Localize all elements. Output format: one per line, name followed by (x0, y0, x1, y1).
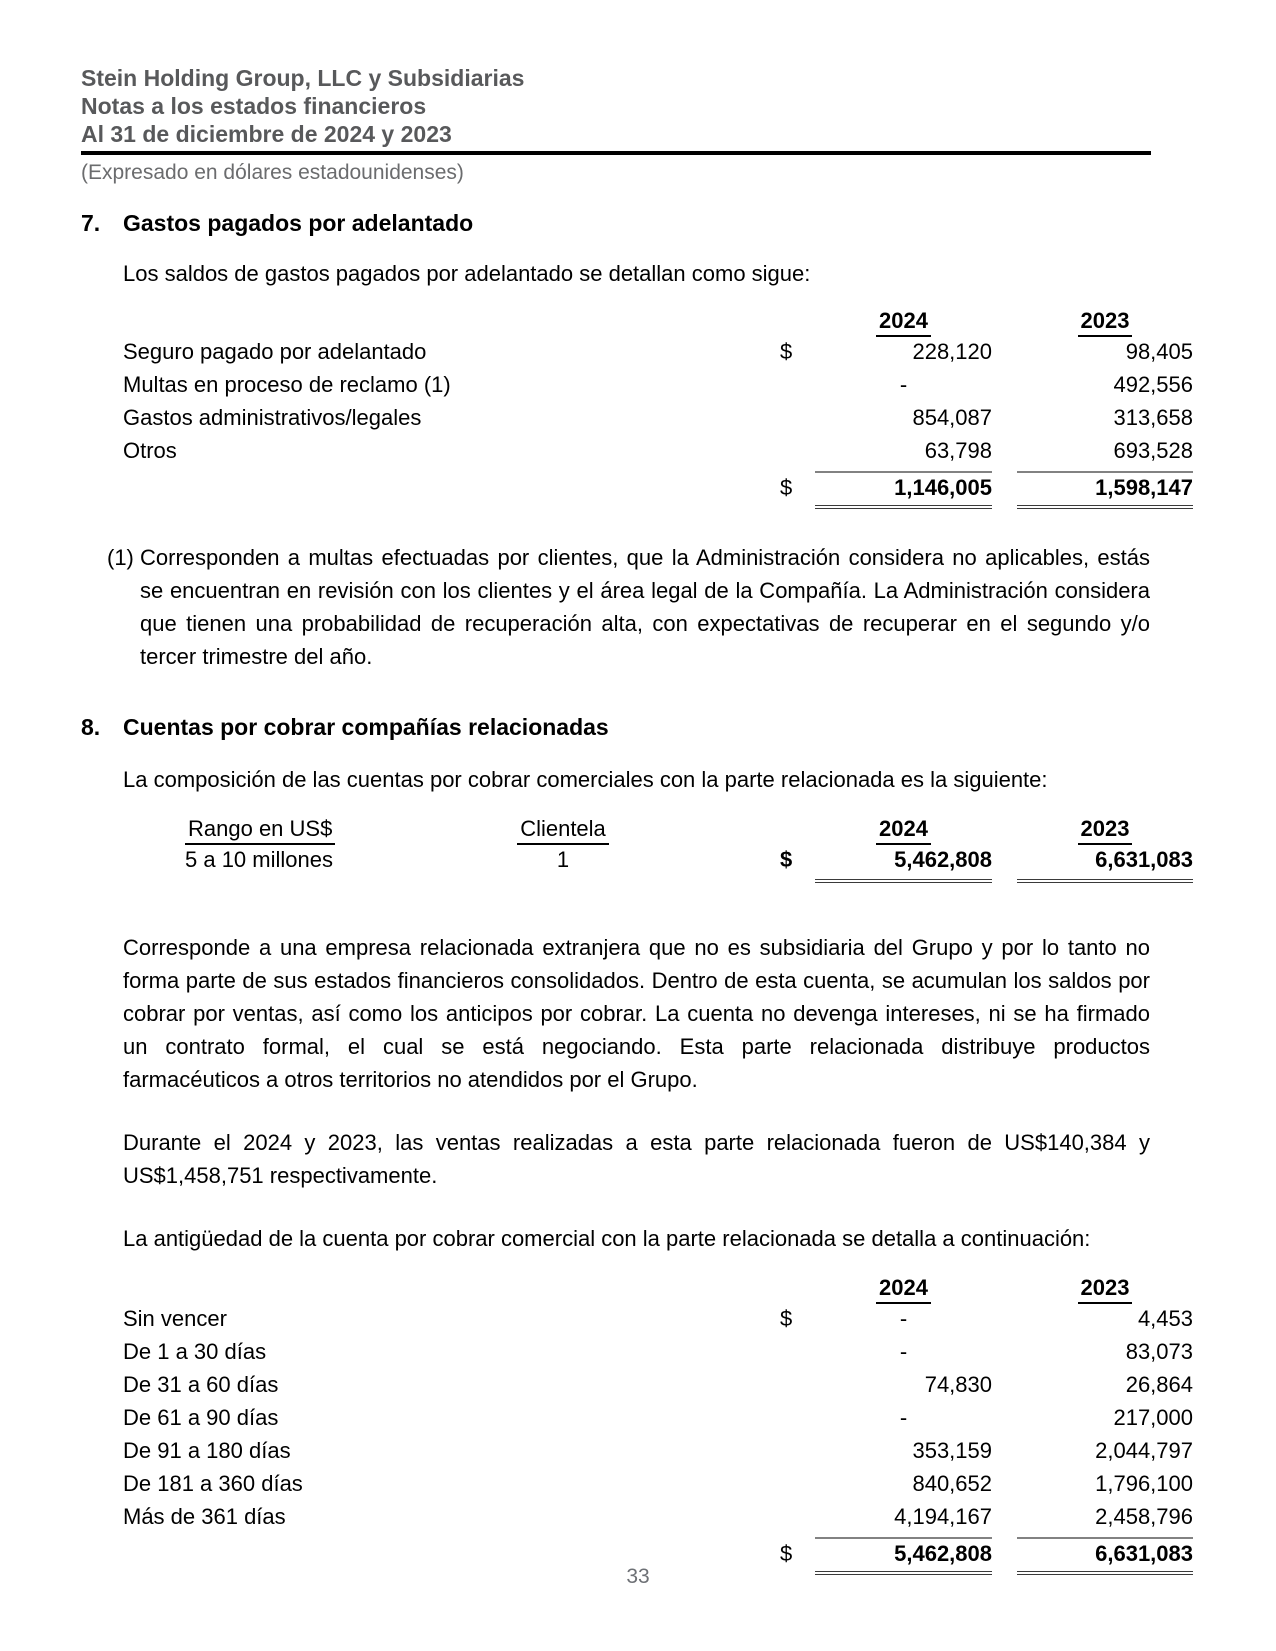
related-party-range-table (123, 816, 1193, 889)
table-row (123, 339, 1193, 372)
year-header-2023: 2023 (1078, 308, 1133, 337)
report-title: Notas a los estados financieros (81, 93, 427, 119)
clientele-header: Clientela (517, 816, 609, 845)
section-7-intro: Los saldos de gastos pagados por adelantado se detallan como sigue: (123, 261, 811, 286)
row-label: Seguro pagado por adelantado (123, 339, 427, 364)
value-2024: 74,830 (924, 1372, 992, 1397)
report-date-line: Al 31 de diciembre de 2024 y 2023 (81, 121, 452, 147)
value-2024: 63,798 (815, 438, 992, 473)
aging-table (123, 1275, 1193, 1581)
currency-note: (Expresado en dólares estadounidenses) (81, 161, 464, 184)
prepaid-expenses-table (123, 308, 1193, 515)
value-2024: - (899, 372, 908, 397)
value-2023: 83,073 (1125, 1339, 1193, 1364)
row-label: Gastos administrativos/legales (123, 405, 422, 430)
table-row (123, 1339, 1193, 1372)
table-row (123, 1471, 1193, 1504)
table-total-row (123, 471, 1193, 515)
dollar-sign: $ (780, 475, 793, 500)
year-header-2024: 2024 (876, 1275, 931, 1304)
total-2024: 5,462,808 (815, 1537, 992, 1575)
clientele-value: 1 (556, 847, 570, 872)
row-label: De 181 a 360 días (123, 1471, 303, 1496)
row-label: Sin vencer (123, 1306, 227, 1331)
value-2024: 4,194,167 (815, 1504, 992, 1539)
aging-intro: La antigüedad de la cuenta por cobrar comercial con la parte relacionada se detalla a continuación: (123, 1226, 1091, 1251)
table-header-row (123, 816, 1193, 847)
footnote-text: Corresponden a multas efectuadas por clientes, que la Administración considera no aplicables, estás se encuentran en revisión con los clientes y el área legal de la Compañía. La Administración considera que tienen una probabilidad de recuperación alta, con expectativas de recuperar en el segundo y/o tercer trimestre del año. (140, 545, 1150, 669)
value-2023: 2,458,796 (1017, 1504, 1193, 1539)
row-label: De 91 a 180 días (123, 1438, 291, 1463)
value-2024: 5,462,808 (815, 847, 992, 883)
header-rule (81, 151, 1151, 155)
table-row (123, 1438, 1193, 1471)
year-header-2023: 2023 (1078, 816, 1133, 845)
section-8-title: Cuentas por cobrar compañías relacionadas (123, 714, 609, 740)
footnote-marker: (1) (107, 545, 134, 570)
dollar-sign: $ (780, 1541, 793, 1566)
dollar-sign: $ (780, 847, 793, 872)
table-header-row (123, 1275, 1193, 1306)
total-2023: 6,631,083 (1017, 1537, 1193, 1575)
row-label: Multas en proceso de reclamo (1) (123, 372, 451, 397)
value-2023: 492,556 (1113, 372, 1193, 397)
value-2024: 854,087 (912, 405, 992, 430)
year-header-2023: 2023 (1078, 1275, 1133, 1304)
total-2024: 1,146,005 (815, 471, 992, 509)
row-label: Más de 361 días (123, 1504, 286, 1529)
dollar-sign: $ (780, 339, 793, 364)
year-header-2024: 2024 (876, 816, 931, 845)
section-8-intro: La composición de las cuentas por cobrar comerciales con la parte relacionada es la siguiente: (123, 767, 1048, 792)
value-2023: 26,864 (1125, 1372, 1193, 1397)
range-table-row (123, 847, 1193, 889)
row-label: De 61 a 90 días (123, 1405, 279, 1430)
table-row (123, 372, 1193, 405)
value-2023: 693,528 (1017, 438, 1193, 473)
table-row (123, 1504, 1193, 1537)
table-row (123, 1405, 1193, 1438)
value-2024: - (899, 1306, 908, 1331)
section-8-heading (81, 713, 1193, 741)
table-row (123, 1372, 1193, 1405)
value-2024: - (899, 1339, 908, 1364)
section-7-heading (81, 209, 1193, 237)
page-number: 33 (626, 1565, 650, 1588)
footnote-1 (107, 541, 1193, 673)
year-header-2024: 2024 (876, 308, 931, 337)
value-2023: 217,000 (1113, 1405, 1193, 1430)
table-header-row (123, 308, 1193, 339)
value-2023: 98,405 (1125, 339, 1193, 364)
value-2024: 228,120 (912, 339, 992, 364)
table-row (123, 405, 1193, 438)
section-7-title: Gastos pagados por adelantado (123, 210, 474, 236)
value-2023: 4,453 (1137, 1306, 1193, 1331)
value-2023: 6,631,083 (1017, 847, 1193, 883)
section-7-number: 7. (81, 210, 101, 236)
range-header: Rango en US$ (185, 816, 335, 845)
value-2024: 353,159 (912, 1438, 992, 1463)
letterhead (81, 64, 1193, 185)
company-name: Stein Holding Group, LLC y Subsidiarias (81, 65, 525, 91)
related-party-paragraph-1: Corresponde a una empresa relacionada extranjera que no es subsidiaria del Grupo y por lo tanto no forma parte de sus estados financieros consolidados. Dentro de esta cuenta, se acumulan los saldos por cobrar por ventas, así como los anticipos por cobrar. La cuenta no devenga intereses, ni se ha firmado un contrato formal, el cual se está negociando. Esta parte relacionada distribuye productos farmacéuticos a otros territorios no atendidos por el Grupo. (123, 935, 1150, 1092)
value-2024: - (899, 1405, 908, 1430)
total-2023: 1,598,147 (1017, 471, 1193, 509)
row-label: De 31 a 60 días (123, 1372, 279, 1397)
dollar-sign: $ (780, 1306, 793, 1331)
value-2023: 1,796,100 (1095, 1471, 1193, 1496)
section-8-number: 8. (81, 714, 101, 740)
related-party-paragraph-2: Durante el 2024 y 2023, las ventas realizadas a esta parte relacionada fueron de US$140,384 y US$1,458,751 respectivamente. (123, 1130, 1150, 1188)
value-2024: 840,652 (912, 1471, 992, 1496)
row-label: De 1 a 30 días (123, 1339, 267, 1364)
table-row (123, 438, 1193, 471)
range-value: 5 a 10 millones (185, 847, 333, 872)
row-label: Otros (123, 438, 177, 463)
value-2023: 313,658 (1113, 405, 1193, 430)
table-row (123, 1306, 1193, 1339)
value-2023: 2,044,797 (1095, 1438, 1193, 1463)
